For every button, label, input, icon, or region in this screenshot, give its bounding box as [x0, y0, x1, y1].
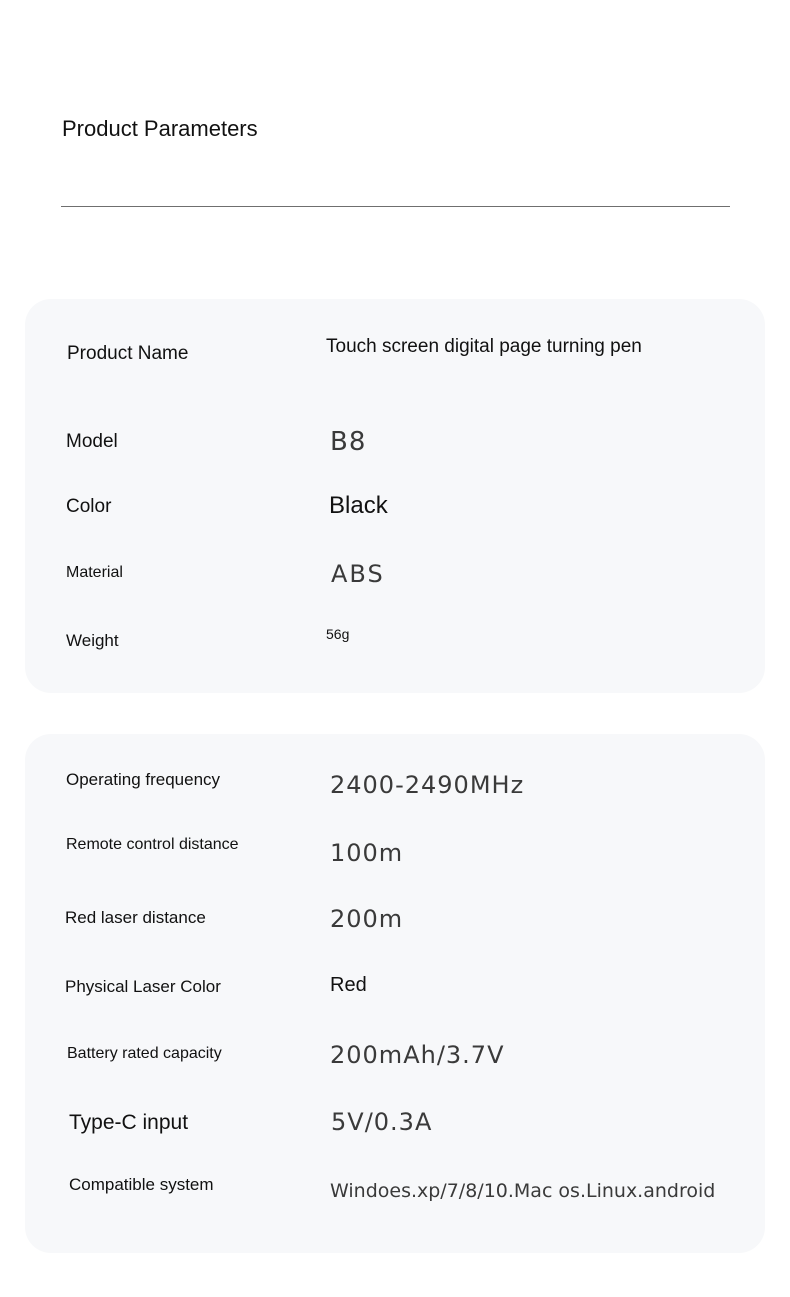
spec-label: Type-C input	[69, 1111, 189, 1134]
spec-value: 200m	[330, 905, 404, 933]
spec-value: 5V/0.3A	[331, 1108, 433, 1136]
spec-label: Red laser distance	[65, 908, 206, 927]
spec-value: 2400-2490MHz	[330, 771, 525, 799]
spec-value: Windoes.xp/7/8/10.Mac os.Linux.android	[330, 1180, 716, 1202]
spec-value: ABS	[331, 560, 385, 588]
spec-label: Model	[66, 431, 118, 452]
basic-specs-card	[25, 299, 765, 693]
page-title: Product Parameters	[62, 116, 258, 141]
spec-label: Operating frequency	[66, 770, 221, 789]
spec-label: Remote control distance	[66, 836, 239, 853]
technical-specs-card	[25, 734, 765, 1253]
spec-value: Red	[330, 974, 367, 996]
title-divider	[61, 206, 730, 207]
spec-label: Material	[66, 564, 123, 581]
spec-label: Battery rated capacity	[67, 1045, 222, 1062]
spec-label: Weight	[66, 631, 119, 650]
spec-value: 56g	[326, 626, 350, 642]
spec-label: Product Name	[67, 343, 189, 364]
spec-value: B8	[330, 427, 367, 457]
spec-value: Touch screen digital page turning pen	[326, 336, 642, 357]
spec-value: Black	[329, 492, 388, 519]
spec-value: 200mAh/3.7V	[330, 1041, 505, 1069]
spec-value: 100m	[330, 839, 404, 867]
spec-label: Color	[66, 496, 112, 517]
spec-label: Compatible system	[69, 1175, 214, 1194]
spec-label: Physical Laser Color	[65, 977, 221, 996]
